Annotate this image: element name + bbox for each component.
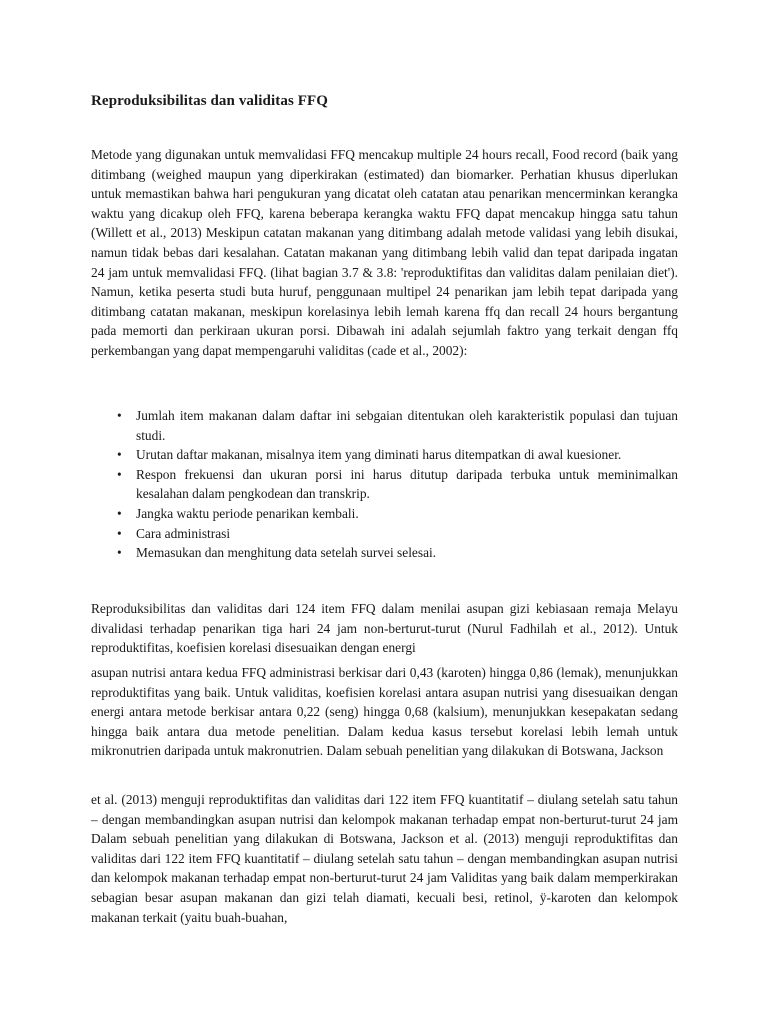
list-item-text: Respon frekuensi dan ukuran porsi ini harus ditutup daripada terbuka untuk meminimalkan kesalahan dalam pengkodean dan transkrip. bbox=[136, 466, 678, 502]
paragraph-reproducibility: Reproduksibilitas dan validitas dari 124 item FFQ dalam menilai asupan gizi kebiasaan remaja Melayu divalidasi terhadap penarikan tiga hari 24 jam non-berturut-turut (Nurul Fadhilah et al., 2012). Untuk reproduktifitas, koefisien korelasi disesuaikan dengan energi bbox=[91, 601, 678, 656]
list-item bbox=[91, 504, 678, 524]
paragraph-nutrient-intake: asupan nutrisi antara kedua FFQ administrasi berkisar dari 0,43 (karoten) hingga 0,86 (lemak), menunjukkan reproduktifitas yang baik. Untuk validitas, koefisien korelasi antara asupan nutrisi yang disesuaikan dengan energi antara metode berkisar antara 0,22 (seng) hingga 0,68 (kalsium), menunjukkan kesepakatan sedang hingga baik antara dua metode penelitian. Dalam kedua kasus tersebut korelasi lebih lemah untuk mikronutrien daripada untuk makronutrien. Dalam sebuah penelitian yang dilakukan di Botswana, Jackson bbox=[91, 665, 678, 759]
list-item-text: Jangka waktu periode penarikan kembali. bbox=[136, 505, 359, 521]
list-item-text: Urutan daftar makanan, misalnya item yang diminati harus ditempatkan di awal kuesioner. bbox=[136, 447, 622, 463]
paragraph-botswana-study: et al. (2013) menguji reproduktifitas dan validitas dari 122 item FFQ kuantitatif – diulang setelah satu tahun – dengan membandingkan asupan nutrisi dan kelompok makanan terhadap empat non-berturut-turut 24 jam Dalam sebuah penelitian yang dilakukan di Botswana, Jackson et al. (2013) menguji reproduktifitas dan validitas dari 122 item FFQ kuantitatif – diulang setelah satu tahun – dengan membandingkan asupan nutrisi dan kelompok makanan terhadap empat non-berturut-turut 24 jam Validitas yang baik dalam memperkirakan sebagian besar asupan makanan dan gizi telah diamati, kecuali besi, retinol, ÿ-karoten dan kelompok makanan terkait (yaitu buah-buahan, bbox=[91, 792, 678, 925]
list-item bbox=[91, 406, 678, 445]
list-item bbox=[91, 465, 678, 504]
list-item bbox=[91, 445, 678, 465]
bullet-icon: • bbox=[117, 408, 122, 423]
bullet-icon: • bbox=[117, 525, 122, 541]
bullet-icon: • bbox=[117, 466, 122, 482]
list-item-text: Memasukan dan menghitung data setelah survei selesai. bbox=[136, 545, 437, 561]
page-title: Reproduksibilitas dan validitas FFQ bbox=[91, 93, 329, 109]
list-item bbox=[91, 524, 678, 544]
bullet-icon: • bbox=[117, 505, 122, 521]
bullet-icon: • bbox=[117, 545, 122, 561]
factor-list bbox=[91, 406, 678, 563]
list-item-text: Jumlah item makanan dalam daftar ini sebgaian ditentukan oleh karakteristik populasi dan tujuan studi. bbox=[136, 408, 678, 443]
list-item-text: Cara administrasi bbox=[136, 525, 231, 541]
paragraph-intro: Metode yang digunakan untuk memvalidasi FFQ mencakup multiple 24 hours recall, Food record (baik yang ditimbang (weighed maupun yang diperkirakan (estimated) dan biomarker. Perhatian khusus diperlukan untuk memastikan bahwa hari pengukuran yang dicatat oleh catatan atau penarikan mencerminkan kerangka waktu yang dicakup oleh FFQ, karena beberapa kerangka waktu FFQ dapat mencakup hingga satu tahun (Willett et al., 2013) Meskipun catatan makanan yang ditimbang adalah metode validasi yang lebih disukai, namun tidak bebas dari kesalahan. Catatan makanan yang ditimbang lebih valid dan tepat daripada ingatan 24 jam untuk memvalidasi FFQ. (lihat bagian 3.7 & 3.8: 'reproduktifitas dan validitas dalam penilaian diet'). Namun, ketika peserta studi buta huruf, penggunaan multipel 24 penarikan jam lebih tepat daripada yang ditimbang catatan makanan, meskipun korelasinya lebih lemah karena ffq dan recall 24 hours bergantung pada memorti dan perkiraan ukuran porsi. Dibawah ini adalah sejumlah faktro yang terkait dengan ffq perkembangan yang dapat mempengaruhi validitas (cade et al., 2002): bbox=[91, 147, 678, 358]
bullet-icon: • bbox=[117, 447, 122, 463]
list-item bbox=[91, 543, 678, 563]
